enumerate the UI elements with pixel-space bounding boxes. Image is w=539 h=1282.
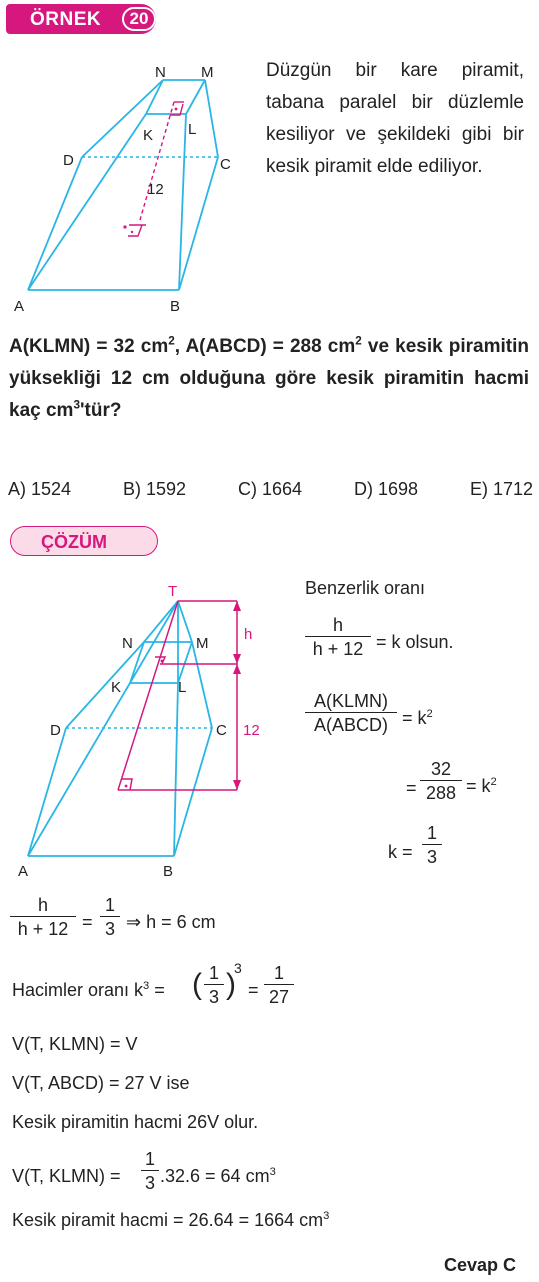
k-squared-eq: = $k^2$ <box>466 776 497 796</box>
step4: V(T, ABCD) = 27 V ise <box>12 1073 190 1093</box>
label-D2: D <box>50 722 61 739</box>
label-K2: K <box>111 679 122 696</box>
step6-right: .32.6 = 64 $cm^3$ <box>160 1166 276 1186</box>
choice-b[interactable]: B) 1592 <box>122 479 187 499</box>
label-M2: M <box>196 635 209 652</box>
label-D: D <box>63 152 74 169</box>
fraction-one-third: 1 3 <box>422 822 442 869</box>
volume-ratio-inner: 1 3 <box>204 962 224 1009</box>
example-number: 20 <box>122 7 156 31</box>
choice-a[interactable]: A) 1524 <box>8 479 72 499</box>
step6-left: V(T, KLMN) = <box>12 1166 121 1186</box>
solution-label: ÇÖZÜM <box>41 532 107 552</box>
answer-choices <box>8 479 533 500</box>
fraction-h-over-h12: h h + 12 <box>305 614 371 661</box>
step3: V(T, KLMN) = V <box>12 1034 138 1054</box>
paren-open: ( <box>192 968 202 1001</box>
height-label: 12 <box>147 181 164 198</box>
step7: Kesik piramit hacmi = 26.64 = 1664 $cm^3$ <box>12 1210 330 1230</box>
volume-ratio-result: 1 27 <box>264 962 294 1009</box>
choice-e[interactable]: E) 1712 <box>469 479 533 499</box>
label-B2: B <box>163 863 174 880</box>
step1-eq: = <box>82 912 93 932</box>
label-M: M <box>201 64 214 81</box>
label-C: C <box>220 156 231 173</box>
height-label-2: 12 <box>243 722 260 739</box>
example-badge <box>6 4 156 34</box>
example-label: ÖRNEK <box>30 9 102 30</box>
h-label: h <box>244 626 253 643</box>
pyramid-figure <box>0 580 290 880</box>
label-N: N <box>155 64 166 81</box>
fraction-32-288: 32 288 <box>420 758 462 805</box>
label-L: L <box>188 121 197 138</box>
similarity-eq: = k olsun. <box>376 632 454 652</box>
eq-sign: = <box>406 778 417 798</box>
step1-result: ⇒ h = 6 cm <box>126 912 216 932</box>
choice-d[interactable]: D) 1698 <box>353 479 418 499</box>
label-A: A <box>14 298 25 315</box>
label-A2: A <box>18 863 29 880</box>
choice-c[interactable]: C) 1664 <box>237 479 303 499</box>
volume-ratio: Hacimler oranı $k^3$ = <box>12 980 165 1000</box>
solution-badge <box>10 526 158 556</box>
label-B: B <box>170 298 181 315</box>
label-N2: N <box>122 635 133 652</box>
step6-fraction: 1 3 <box>141 1148 159 1195</box>
answer-label: Cevap C <box>444 1255 517 1275</box>
k-eq: k = <box>388 842 413 862</box>
label-K: K <box>143 127 154 144</box>
step5: Kesik piramitin hacmi 26V olur. <box>12 1112 259 1132</box>
step1-fraction2: 1 3 <box>100 894 120 941</box>
step1-fraction: h h + 12 <box>10 894 76 941</box>
fraction-area-ratio: A(KLMN) A(ABCD) <box>305 690 397 737</box>
volume-eq2: = <box>248 980 259 1000</box>
frustum-figure <box>0 50 260 325</box>
similarity-title: Benzerlik oranı <box>305 578 426 598</box>
paren-close: ) <box>226 968 236 1001</box>
intro-text: Düzgün bir kare piramit, tabana paralel bir düzlemle kesiliyor ve şekildeki gibi bir kesik piramit elde ediliyor. <box>266 60 524 177</box>
volume-power: 3 <box>234 960 242 976</box>
label-T: T <box>168 583 178 600</box>
area-ratio-eq: = $k^2$ <box>402 708 433 728</box>
label-L2: L <box>178 679 187 696</box>
label-C2: C <box>216 722 227 739</box>
question-text: A(KLMN) = 32 $cm^2$, A(ABCD) = 288 $cm^2$ ve kesik piramitin yüksekliği 12 cm olduğuna göre kesik piramitin hacmi kaç $cm^3'tür$? <box>9 334 530 421</box>
